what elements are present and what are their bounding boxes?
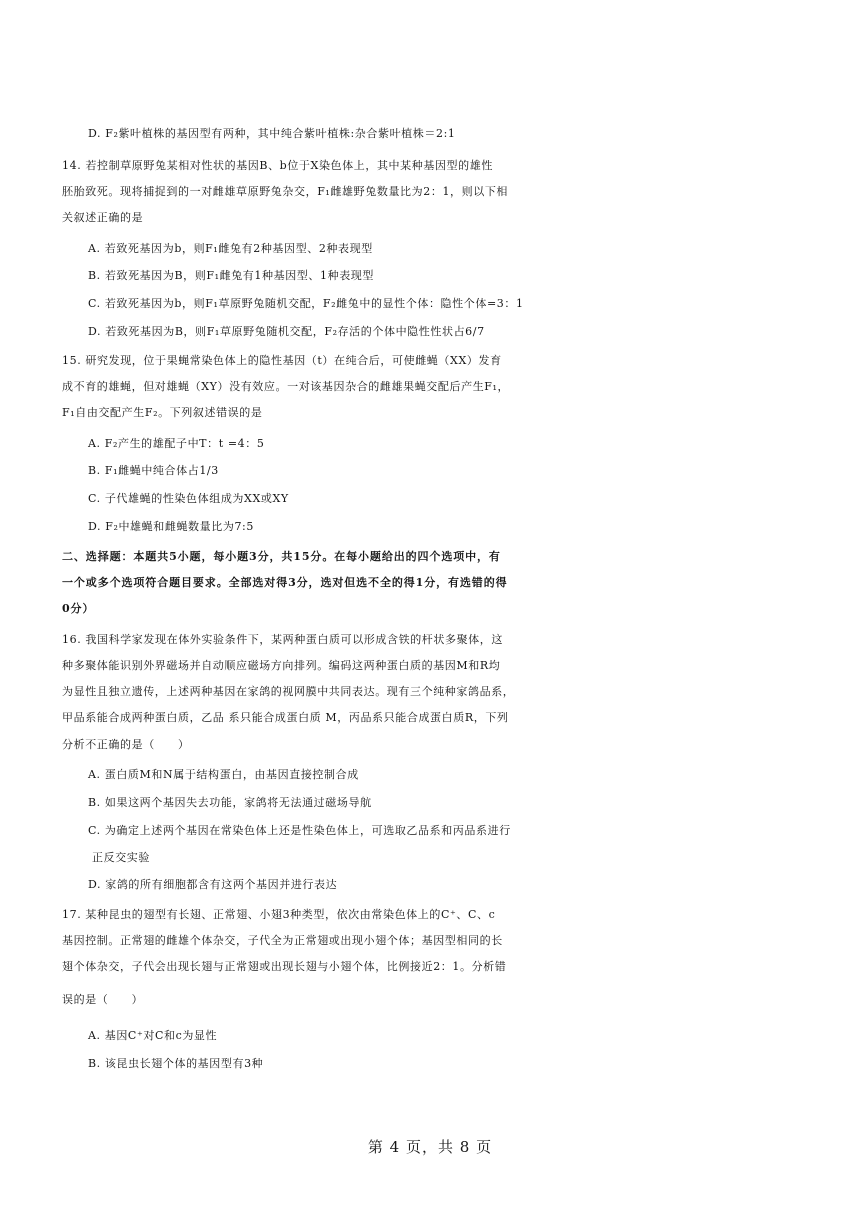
- text-line: A. 基因C⁺对C和c为显性: [88, 1029, 218, 1042]
- text-line: 成不育的雄蝇，但对雄蝇（XY）没有效应。一对该基因杂合的雌雄果蝇交配后产生F₁，: [62, 380, 510, 393]
- section-heading-line: 二、选择题：本题共5小题，每小题3分，共15分。在每小题给出的四个选项中，有: [62, 550, 501, 563]
- text-line: 种多聚体能识别外界磁场并自动顺应磁场方向排列。编码这两种蛋白质的基因M和R均: [62, 659, 501, 672]
- text-line: B. F₁雌蝇中纯合体占1/3: [88, 464, 219, 477]
- text-line: 翅个体杂交，子代会出现长翅与正常翅或出现长翅与小翅个体，比例接近2：1。分析错: [62, 960, 507, 973]
- text-line: 分析不正确的是（ ）: [62, 738, 190, 751]
- text-line: B. 如果这两个基因失去功能，家鸽将无法通过磁场导航: [88, 796, 372, 809]
- text-line: 16. 我国科学家发现在体外实验条件下，某两种蛋白质可以形成含铁的杆状多聚体，这: [62, 633, 503, 646]
- text-line: C. 子代雄蝇的性染色体组成为XX或XY: [88, 492, 289, 505]
- section-heading-line: 0分）: [62, 602, 95, 615]
- text-line: F₁自由交配产生F₂。下列叙述错误的是: [62, 406, 263, 419]
- text-line: C. 若致死基因为b，则F₁草原野兔随机交配，F₂雌兔中的显性个体：隐性个体=3：1: [88, 297, 524, 310]
- text-line: A. 若致死基因为b，则F₁雌兔有2种基因型、2种表现型: [88, 242, 373, 255]
- text-line: 基因控制。正常翅的雌雄个体杂交，子代全为正常翅或出现小翅个体；基因型相同的长: [62, 934, 503, 947]
- text-line: 甲品系能合成两种蛋白质，乙品 系只能合成蛋白质 M，丙品系只能合成蛋白质R，下列: [62, 711, 509, 724]
- text-line: D. F₂中雄蝇和雌蝇数量比为7:5: [88, 520, 254, 533]
- text-line: B. 若致死基因为B，则F₁雌兔有1种基因型、1种表现型: [88, 269, 374, 282]
- text-line: 正反交实验: [92, 851, 150, 864]
- text-line: D. 若致死基因为B，则F₁草原野兔随机交配，F₂存活的个体中隐性性状占6/7: [88, 325, 485, 338]
- text-line: 14. 若控制草原野兔某相对性状的基因B、b位于X染色体上，其中某种基因型的雄性: [62, 159, 493, 172]
- text-line: B. 该昆虫长翅个体的基因型有3种: [88, 1057, 264, 1070]
- text-line: 胚胎致死。现将捕捉到的一对雌雄草原野兔杂交，F₁雌雄野兔数量比为2：1，则以下相: [62, 185, 509, 198]
- text-line: C. 为确定上述两个基因在常染色体上还是性染色体上，可选取乙品系和丙品系进行: [88, 824, 511, 837]
- text-line: D. 家鸽的所有细胞都含有这两个基因并进行表达: [88, 878, 338, 891]
- text-line: A. 蛋白质M和N属于结构蛋白，由基因直接控制合成: [88, 768, 359, 781]
- text-line: 误的是（ ）: [62, 993, 144, 1006]
- text-line: 为显性且独立遗传，上述两种基因在家鸽的视网膜中共同表达。现有三个纯种家鸽品系，: [62, 685, 515, 698]
- text-line: A. F₂产生的雄配子中T：t =4：5: [88, 437, 265, 450]
- page-footer: 第 4 页，共 8 页: [367, 1138, 493, 1156]
- text-line: 15. 研究发现，位于果蝇常染色体上的隐性基因（t）在纯合后，可使雌蝇（XX）发育: [62, 354, 502, 367]
- text-line: D. F₂紫叶植株的基因型有两种，其中纯合紫叶植株:杂合紫叶植株＝2:1: [88, 127, 456, 140]
- text-line: 17. 某种昆虫的翅型有长翅、正常翅、小翅3种类型，依次由常染色体上的C⁺、C、c: [62, 908, 496, 921]
- text-line: 关叙述正确的是: [62, 211, 144, 224]
- section-heading-line: 一个或多个选项符合题目要求。全部选对得3分，选对但选不全的得1分，有选错的得: [62, 576, 508, 589]
